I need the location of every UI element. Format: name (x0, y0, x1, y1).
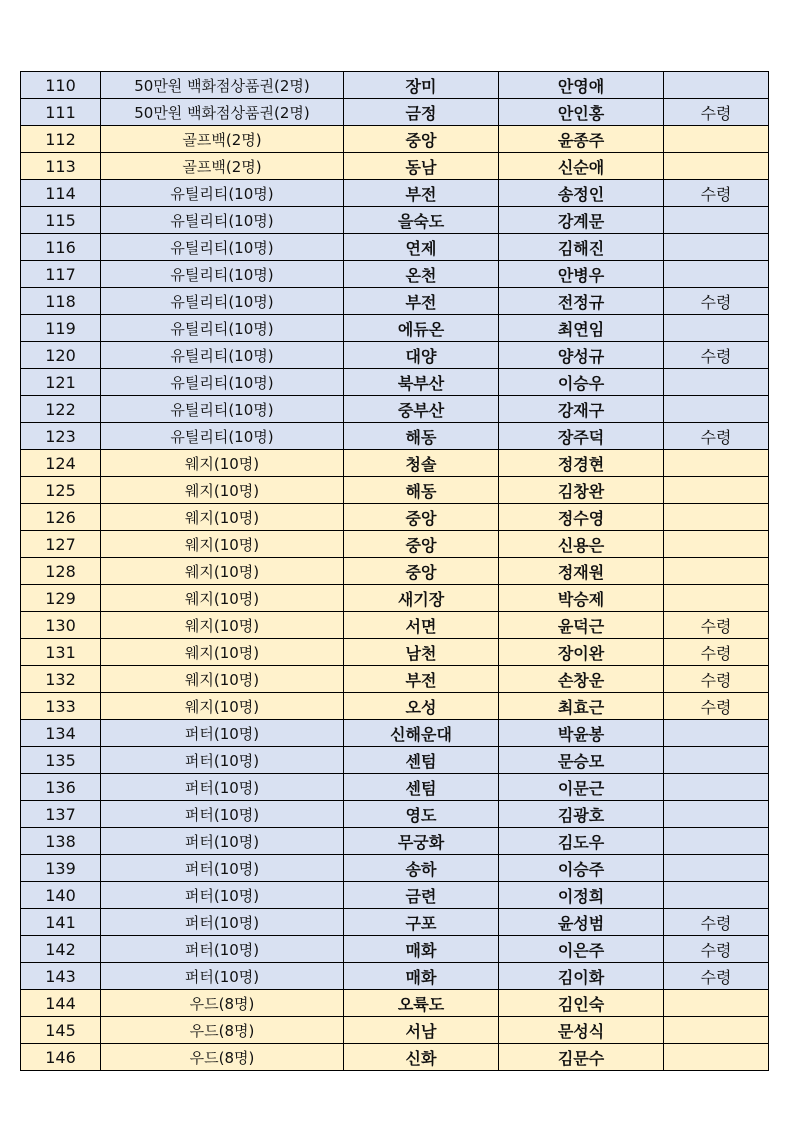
winner-name-cell: 장이완 (499, 639, 664, 666)
received-status-cell: 수령 (664, 99, 769, 126)
winner-name-cell: 김해진 (499, 234, 664, 261)
table-row (21, 504, 769, 531)
row-number-cell: 121 (21, 369, 101, 396)
table-row (21, 261, 769, 288)
prize-cell: 유틸리티(10명) (101, 207, 344, 234)
table-row (21, 369, 769, 396)
winner-name-cell: 이문근 (499, 774, 664, 801)
prize-cell: 웨지(10명) (101, 531, 344, 558)
table-row (21, 882, 769, 909)
received-status-cell (664, 477, 769, 504)
row-number-cell: 136 (21, 774, 101, 801)
branch-cell: 금정 (344, 99, 499, 126)
prize-cell: 유틸리티(10명) (101, 180, 344, 207)
winner-name-cell: 박승제 (499, 585, 664, 612)
prize-cell: 퍼터(10명) (101, 909, 344, 936)
prize-cell: 골프백(2명) (101, 126, 344, 153)
table-row (21, 72, 769, 99)
table-row (21, 477, 769, 504)
table-row (21, 990, 769, 1017)
received-status-cell (664, 450, 769, 477)
branch-cell: 부전 (344, 288, 499, 315)
received-status-cell (664, 1017, 769, 1044)
branch-cell: 중앙 (344, 531, 499, 558)
prize-cell: 우드(8명) (101, 1017, 344, 1044)
winner-name-cell: 이은주 (499, 936, 664, 963)
row-number-cell: 111 (21, 99, 101, 126)
prize-cell: 웨지(10명) (101, 558, 344, 585)
branch-cell: 오륙도 (344, 990, 499, 1017)
branch-cell: 대양 (344, 342, 499, 369)
branch-cell: 중앙 (344, 504, 499, 531)
row-number-cell: 114 (21, 180, 101, 207)
row-number-cell: 113 (21, 153, 101, 180)
winner-name-cell: 송정인 (499, 180, 664, 207)
prize-cell: 우드(8명) (101, 1044, 344, 1071)
row-number-cell: 143 (21, 963, 101, 990)
row-number-cell: 126 (21, 504, 101, 531)
winner-name-cell: 신용은 (499, 531, 664, 558)
prize-cell: 유틸리티(10명) (101, 396, 344, 423)
winner-name-cell: 강계문 (499, 207, 664, 234)
table-row (21, 207, 769, 234)
row-number-cell: 118 (21, 288, 101, 315)
prize-cell: 웨지(10명) (101, 666, 344, 693)
branch-cell: 동남 (344, 153, 499, 180)
branch-cell: 매화 (344, 936, 499, 963)
table-row (21, 153, 769, 180)
prize-cell: 웨지(10명) (101, 585, 344, 612)
winner-name-cell: 안영애 (499, 72, 664, 99)
branch-cell: 구포 (344, 909, 499, 936)
prize-cell: 유틸리티(10명) (101, 261, 344, 288)
received-status-cell (664, 558, 769, 585)
received-status-cell (664, 396, 769, 423)
table-row (21, 531, 769, 558)
winner-name-cell: 윤덕근 (499, 612, 664, 639)
received-status-cell (664, 207, 769, 234)
received-status-cell (664, 315, 769, 342)
row-number-cell: 122 (21, 396, 101, 423)
branch-cell: 청솔 (344, 450, 499, 477)
row-number-cell: 130 (21, 612, 101, 639)
branch-cell: 연제 (344, 234, 499, 261)
table-row (21, 558, 769, 585)
table-row (21, 180, 769, 207)
table-row (21, 909, 769, 936)
row-number-cell: 134 (21, 720, 101, 747)
row-number-cell: 119 (21, 315, 101, 342)
branch-cell: 매화 (344, 963, 499, 990)
winner-name-cell: 윤종주 (499, 126, 664, 153)
received-status-cell: 수령 (664, 963, 769, 990)
branch-cell: 오성 (344, 693, 499, 720)
table-row (21, 936, 769, 963)
winner-name-cell: 최효근 (499, 693, 664, 720)
received-status-cell (664, 1044, 769, 1071)
row-number-cell: 127 (21, 531, 101, 558)
branch-cell: 북부산 (344, 369, 499, 396)
received-status-cell: 수령 (664, 180, 769, 207)
row-number-cell: 129 (21, 585, 101, 612)
branch-cell: 온천 (344, 261, 499, 288)
row-number-cell: 139 (21, 855, 101, 882)
row-number-cell: 120 (21, 342, 101, 369)
branch-cell: 영도 (344, 801, 499, 828)
branch-cell: 무궁화 (344, 828, 499, 855)
prize-cell: 웨지(10명) (101, 612, 344, 639)
branch-cell: 해동 (344, 477, 499, 504)
branch-cell: 부전 (344, 180, 499, 207)
received-status-cell (664, 126, 769, 153)
table-row (21, 963, 769, 990)
received-status-cell (664, 828, 769, 855)
table-row (21, 801, 769, 828)
received-status-cell (664, 72, 769, 99)
prize-cell: 유틸리티(10명) (101, 423, 344, 450)
received-status-cell (664, 261, 769, 288)
prize-cell: 퍼터(10명) (101, 828, 344, 855)
received-status-cell: 수령 (664, 666, 769, 693)
row-number-cell: 138 (21, 828, 101, 855)
table-row (21, 450, 769, 477)
winner-name-cell: 문승모 (499, 747, 664, 774)
branch-cell: 신화 (344, 1044, 499, 1071)
winner-name-cell: 김이화 (499, 963, 664, 990)
winner-name-cell: 최연임 (499, 315, 664, 342)
prize-cell: 50만원 백화점상품권(2명) (101, 72, 344, 99)
winner-name-cell: 신순애 (499, 153, 664, 180)
received-status-cell (664, 774, 769, 801)
winner-name-cell: 이승주 (499, 855, 664, 882)
branch-cell: 중부산 (344, 396, 499, 423)
table-row (21, 774, 769, 801)
prize-cell: 퍼터(10명) (101, 936, 344, 963)
table-row (21, 747, 769, 774)
prize-cell: 우드(8명) (101, 990, 344, 1017)
branch-cell: 신해운대 (344, 720, 499, 747)
table-row (21, 585, 769, 612)
table-row (21, 1044, 769, 1071)
prize-cell: 웨지(10명) (101, 477, 344, 504)
row-number-cell: 125 (21, 477, 101, 504)
received-status-cell: 수령 (664, 693, 769, 720)
received-status-cell (664, 855, 769, 882)
prize-cell: 웨지(10명) (101, 693, 344, 720)
received-status-cell (664, 990, 769, 1017)
branch-cell: 서남 (344, 1017, 499, 1044)
prize-cell: 유틸리티(10명) (101, 288, 344, 315)
prize-cell: 골프백(2명) (101, 153, 344, 180)
received-status-cell: 수령 (664, 423, 769, 450)
table-row (21, 1017, 769, 1044)
received-status-cell: 수령 (664, 639, 769, 666)
prize-cell: 웨지(10명) (101, 639, 344, 666)
prize-cell: 50만원 백화점상품권(2명) (101, 99, 344, 126)
branch-cell: 남천 (344, 639, 499, 666)
received-status-cell: 수령 (664, 342, 769, 369)
prize-cell: 유틸리티(10명) (101, 342, 344, 369)
prize-cell: 퍼터(10명) (101, 774, 344, 801)
branch-cell: 중앙 (344, 126, 499, 153)
received-status-cell: 수령 (664, 909, 769, 936)
received-status-cell (664, 747, 769, 774)
table-row (21, 666, 769, 693)
winners-table (20, 71, 769, 1071)
winner-name-cell: 김인숙 (499, 990, 664, 1017)
table-row (21, 315, 769, 342)
winner-name-cell: 손창운 (499, 666, 664, 693)
table-row (21, 126, 769, 153)
branch-cell: 부전 (344, 666, 499, 693)
prize-cell: 웨지(10명) (101, 450, 344, 477)
received-status-cell (664, 234, 769, 261)
winner-name-cell: 전정규 (499, 288, 664, 315)
branch-cell: 센텀 (344, 747, 499, 774)
table-row (21, 639, 769, 666)
prize-cell: 퍼터(10명) (101, 720, 344, 747)
branch-cell: 새기장 (344, 585, 499, 612)
row-number-cell: 141 (21, 909, 101, 936)
received-status-cell: 수령 (664, 612, 769, 639)
branch-cell: 에듀온 (344, 315, 499, 342)
table-row (21, 99, 769, 126)
prize-cell: 웨지(10명) (101, 504, 344, 531)
received-status-cell: 수령 (664, 936, 769, 963)
row-number-cell: 135 (21, 747, 101, 774)
prize-cell: 유틸리티(10명) (101, 369, 344, 396)
table-row (21, 693, 769, 720)
received-status-cell (664, 504, 769, 531)
branch-cell: 을숙도 (344, 207, 499, 234)
received-status-cell (664, 153, 769, 180)
prize-cell: 퍼터(10명) (101, 801, 344, 828)
row-number-cell: 132 (21, 666, 101, 693)
table-row (21, 396, 769, 423)
received-status-cell (664, 720, 769, 747)
winner-name-cell: 강재구 (499, 396, 664, 423)
received-status-cell (664, 531, 769, 558)
branch-cell: 해동 (344, 423, 499, 450)
winner-name-cell: 정재원 (499, 558, 664, 585)
table-row (21, 342, 769, 369)
winner-name-cell: 김도우 (499, 828, 664, 855)
row-number-cell: 131 (21, 639, 101, 666)
row-number-cell: 123 (21, 423, 101, 450)
received-status-cell (664, 369, 769, 396)
row-number-cell: 142 (21, 936, 101, 963)
row-number-cell: 115 (21, 207, 101, 234)
table-row (21, 612, 769, 639)
row-number-cell: 112 (21, 126, 101, 153)
row-number-cell: 140 (21, 882, 101, 909)
row-number-cell: 117 (21, 261, 101, 288)
prize-cell: 퍼터(10명) (101, 747, 344, 774)
winner-name-cell: 윤성범 (499, 909, 664, 936)
winner-name-cell: 안병우 (499, 261, 664, 288)
prize-cell: 유틸리티(10명) (101, 315, 344, 342)
received-status-cell (664, 882, 769, 909)
received-status-cell: 수령 (664, 288, 769, 315)
prize-cell: 유틸리티(10명) (101, 234, 344, 261)
row-number-cell: 146 (21, 1044, 101, 1071)
row-number-cell: 144 (21, 990, 101, 1017)
row-number-cell: 116 (21, 234, 101, 261)
winner-name-cell: 이정희 (499, 882, 664, 909)
table-row (21, 828, 769, 855)
table-row (21, 720, 769, 747)
row-number-cell: 128 (21, 558, 101, 585)
winner-name-cell: 정경현 (499, 450, 664, 477)
winner-name-cell: 장주덕 (499, 423, 664, 450)
branch-cell: 송하 (344, 855, 499, 882)
branch-cell: 중앙 (344, 558, 499, 585)
branch-cell: 센텀 (344, 774, 499, 801)
winner-name-cell: 이승우 (499, 369, 664, 396)
received-status-cell (664, 801, 769, 828)
branch-cell: 서면 (344, 612, 499, 639)
winner-name-cell: 김창완 (499, 477, 664, 504)
row-number-cell: 137 (21, 801, 101, 828)
prize-cell: 퍼터(10명) (101, 855, 344, 882)
branch-cell: 장미 (344, 72, 499, 99)
row-number-cell: 110 (21, 72, 101, 99)
winner-name-cell: 김광호 (499, 801, 664, 828)
row-number-cell: 124 (21, 450, 101, 477)
prize-cell: 퍼터(10명) (101, 963, 344, 990)
winner-name-cell: 박윤봉 (499, 720, 664, 747)
winner-name-cell: 양성규 (499, 342, 664, 369)
winners-table-body (21, 72, 769, 1071)
winner-name-cell: 안인홍 (499, 99, 664, 126)
table-row (21, 423, 769, 450)
row-number-cell: 145 (21, 1017, 101, 1044)
winner-name-cell: 김문수 (499, 1044, 664, 1071)
prize-cell: 퍼터(10명) (101, 882, 344, 909)
winner-name-cell: 정수영 (499, 504, 664, 531)
row-number-cell: 133 (21, 693, 101, 720)
table-row (21, 855, 769, 882)
winner-name-cell: 문성식 (499, 1017, 664, 1044)
branch-cell: 금련 (344, 882, 499, 909)
table-row (21, 234, 769, 261)
table-row (21, 288, 769, 315)
received-status-cell (664, 585, 769, 612)
